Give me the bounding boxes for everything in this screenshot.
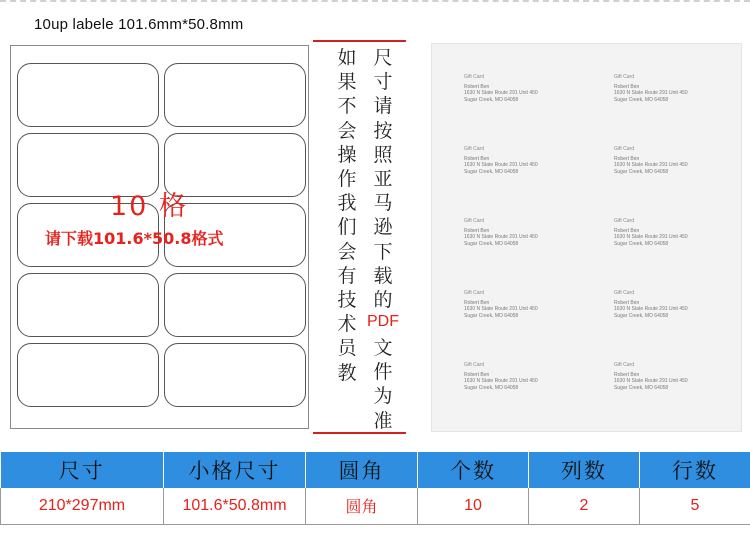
preview-label: [614, 218, 688, 247]
preview-label-address: 1630 N State Route 291 Unit 450: [614, 306, 688, 313]
preview-label-city: Sugar Creek, MO 64058: [614, 384, 669, 391]
label-cell: [17, 343, 159, 407]
label-cell: [164, 63, 306, 127]
preview-label-name: Robert Ben: [614, 156, 640, 163]
preview-label-title: Gift Card: [614, 362, 635, 368]
cell-columns: 2: [529, 488, 640, 524]
preview-label-title: Gift Card: [464, 362, 485, 368]
preview-label-title: Gift Card: [464, 74, 485, 80]
preview-label: [464, 74, 538, 103]
preview-label-name: Robert Ben: [464, 300, 490, 307]
header-size: 尺寸: [1, 452, 164, 488]
preview-label-address: 1630 N State Route 291 Unit 450: [614, 90, 688, 97]
preview-label-address: 1630 N State Route 291 Unit 450: [464, 378, 538, 385]
printed-label-preview: [431, 43, 742, 432]
preview-label-city: Sugar Creek, MO 64058: [464, 168, 519, 175]
preview-label-title: Gift Card: [614, 146, 635, 152]
label-cell: [164, 273, 306, 337]
vertical-note-left: 如果不会操作我们会有技术员教: [337, 47, 357, 384]
preview-label-title: Gift Card: [464, 146, 485, 152]
preview-label-city: Sugar Creek, MO 64058: [464, 96, 519, 103]
preview-label-address: 1630 N State Route 291 Unit 450: [614, 378, 688, 385]
preview-label-title: Gift Card: [464, 290, 485, 296]
cell-size: 210*297mm: [1, 488, 164, 524]
preview-label: [464, 218, 538, 247]
preview-label-city: Sugar Creek, MO 64058: [464, 240, 519, 247]
preview-label: [614, 290, 688, 319]
pdf-text: PDF: [367, 313, 399, 330]
preview-label-name: Robert Ben: [464, 372, 490, 379]
header-cell-size: 小格尺寸: [164, 452, 306, 488]
preview-label-name: Robert Ben: [614, 84, 640, 91]
preview-label-city: Sugar Creek, MO 64058: [614, 96, 669, 103]
header-rows: 行数: [640, 452, 750, 488]
preview-label-address: 1630 N State Route 291 Unit 450: [464, 90, 538, 97]
preview-label-city: Sugar Creek, MO 64058: [464, 312, 519, 319]
cell-corner: 圆角: [306, 488, 418, 524]
preview-label-name: Robert Ben: [614, 372, 640, 379]
preview-label-title: Gift Card: [614, 74, 635, 80]
preview-label-city: Sugar Creek, MO 64058: [614, 240, 669, 247]
preview-label: [614, 74, 688, 103]
spec-table-header-row: [1, 452, 750, 488]
preview-label: [614, 362, 688, 391]
label-count-text: 10 格: [110, 191, 188, 222]
vertical-note-right-top: 尺寸请按照亚马逊下载的: [373, 47, 393, 312]
cell-cell-size: 101.6*50.8mm: [164, 488, 306, 524]
preview-label-city: Sugar Creek, MO 64058: [614, 312, 669, 319]
preview-label-address: 1630 N State Route 291 Unit 450: [614, 234, 688, 241]
preview-label-name: Robert Ben: [614, 300, 640, 307]
notes-top-rule: [313, 40, 406, 42]
cell-count: 10: [418, 488, 529, 524]
preview-label-address: 1630 N State Route 291 Unit 450: [614, 162, 688, 169]
preview-label-address: 1630 N State Route 291 Unit 450: [464, 162, 538, 169]
label-cell: [17, 273, 159, 337]
download-format-hint: 请下载101.6*50.8格式: [45, 229, 224, 248]
table-row: [1, 488, 750, 524]
header-columns: 列数: [529, 452, 640, 488]
preview-label-name: Robert Ben: [464, 84, 490, 91]
preview-label-address: 1630 N State Route 291 Unit 450: [464, 306, 538, 313]
preview-label-city: Sugar Creek, MO 64058: [464, 384, 519, 391]
cell-rows: 5: [640, 488, 750, 524]
top-dashed-border: [0, 0, 750, 2]
preview-label-city: Sugar Creek, MO 64058: [614, 168, 669, 175]
preview-label-title: Gift Card: [614, 218, 635, 224]
label-cell: [17, 63, 159, 127]
preview-label-title: Gift Card: [614, 290, 635, 296]
preview-label: [464, 362, 538, 391]
preview-label-name: Robert Ben: [614, 228, 640, 235]
preview-label: [464, 290, 538, 319]
preview-label: [614, 146, 688, 175]
spec-table: [0, 452, 750, 525]
preview-label-name: Robert Ben: [464, 228, 490, 235]
preview-label: [464, 146, 538, 175]
header-count: 个数: [418, 452, 529, 488]
vertical-note-right-bottom: 文件为准: [373, 337, 393, 432]
label-cell: [164, 343, 306, 407]
preview-label-name: Robert Ben: [464, 156, 490, 163]
preview-label-address: 1630 N State Route 291 Unit 450: [464, 234, 538, 241]
preview-label-title: Gift Card: [464, 218, 485, 224]
page-title: 10up labele 101.6mm*50.8mm: [34, 16, 244, 33]
header-corner: 圆角: [306, 452, 418, 488]
